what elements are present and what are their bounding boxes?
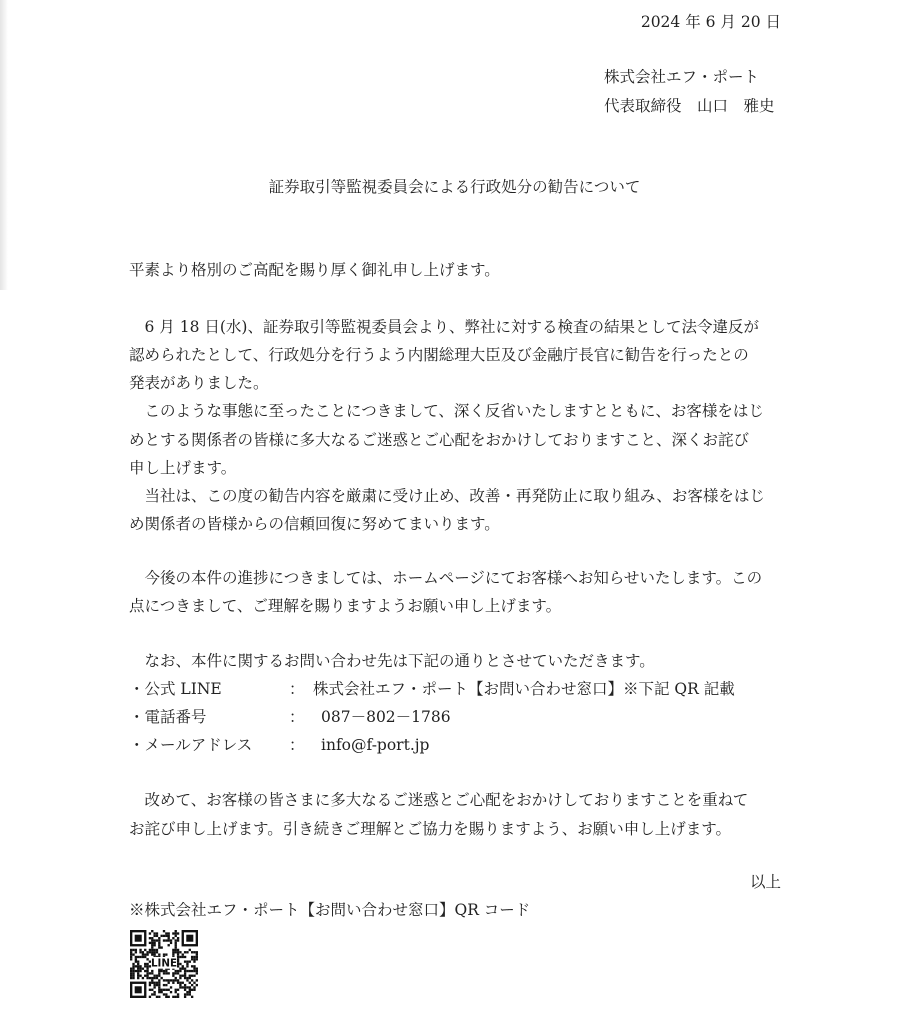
contact-separator: ： [289,680,305,698]
greeting: 平素より格別のご高配を賜り厚く御礼申し上げます。 [129,261,500,279]
contact-label: ・公式 LINE [129,680,222,698]
sender-representative: 代表取締役 山口 雅史 [604,97,775,115]
closing-line: お詫び申し上げます。引き続きご理解とご協力を賜りますよう、お願い申し上げます。 [129,820,732,838]
qr-caption: ※株式会社エフ・ポート【お問い合わせ窓口】QR コード [129,901,531,919]
closing-line: 改めて、お客様の皆さまに多大なるご迷惑とご心配をおかけしておりますことを重ねて [129,791,749,809]
email-address[interactable]: info@f-port.jp [321,736,430,754]
body-line: このような事態に至ったことにつきまして、深く反省いたしますとともに、お客様をはじ [129,402,764,420]
body-line: 今後の本件の進捗につきましては、ホームページにてお客様へお知らせいたします。この [129,569,763,587]
sender-company: 株式会社エフ・ポート [604,68,760,86]
body-line: め関係者の皆様からの信頼回復に努めてまいります。 [129,515,500,533]
line-qr-code[interactable] [130,930,198,998]
body-line: 6 月 18 日(水)、証券取引等監視委員会より、弊社に対する検査の結果として法令違反が [129,318,759,336]
phone-number: 087－802－1786 [321,708,451,726]
body-line: なお、本件に関するお問い合わせ先は下記の通りとさせていただきます。 [129,652,655,670]
body-line: めとする関係者の皆様に多大なるご迷惑とご心配をおかけしておりますこと、深くお詫び [129,431,750,449]
page-edge-shadow [0,0,8,290]
body-line: 認められたとして、行政処分を行うよう内閣総理大臣及び金融庁長官に勧告を行ったとの [129,346,749,364]
contact-separator: ： [289,736,305,754]
body-line: 当社は、この度の勧告内容を厳粛に受け止め、改善・再発防止に取り組み、お客様をはじ [129,487,765,505]
document-title: 証券取引等監視委員会による行政処分の勧告について [268,178,641,196]
contact-label: ・メールアドレス [129,736,253,754]
body-line: 点につきまして、ご理解を賜りますようお願い申し上げます。 [129,597,562,615]
line-logo: LINE [150,957,178,970]
contact-label: ・電話番号 [129,708,207,726]
body-line: 発表がありました。 [129,374,269,392]
contact-value: 株式会社エフ・ポート【お問い合わせ窓口】※下記 QR 記載 [313,680,735,698]
document-date: 2024 年 6 月 20 日 [640,13,781,31]
end-mark: 以上 [749,873,781,891]
body-line: 申し上げます。 [129,459,237,477]
contact-separator: ： [289,708,305,726]
